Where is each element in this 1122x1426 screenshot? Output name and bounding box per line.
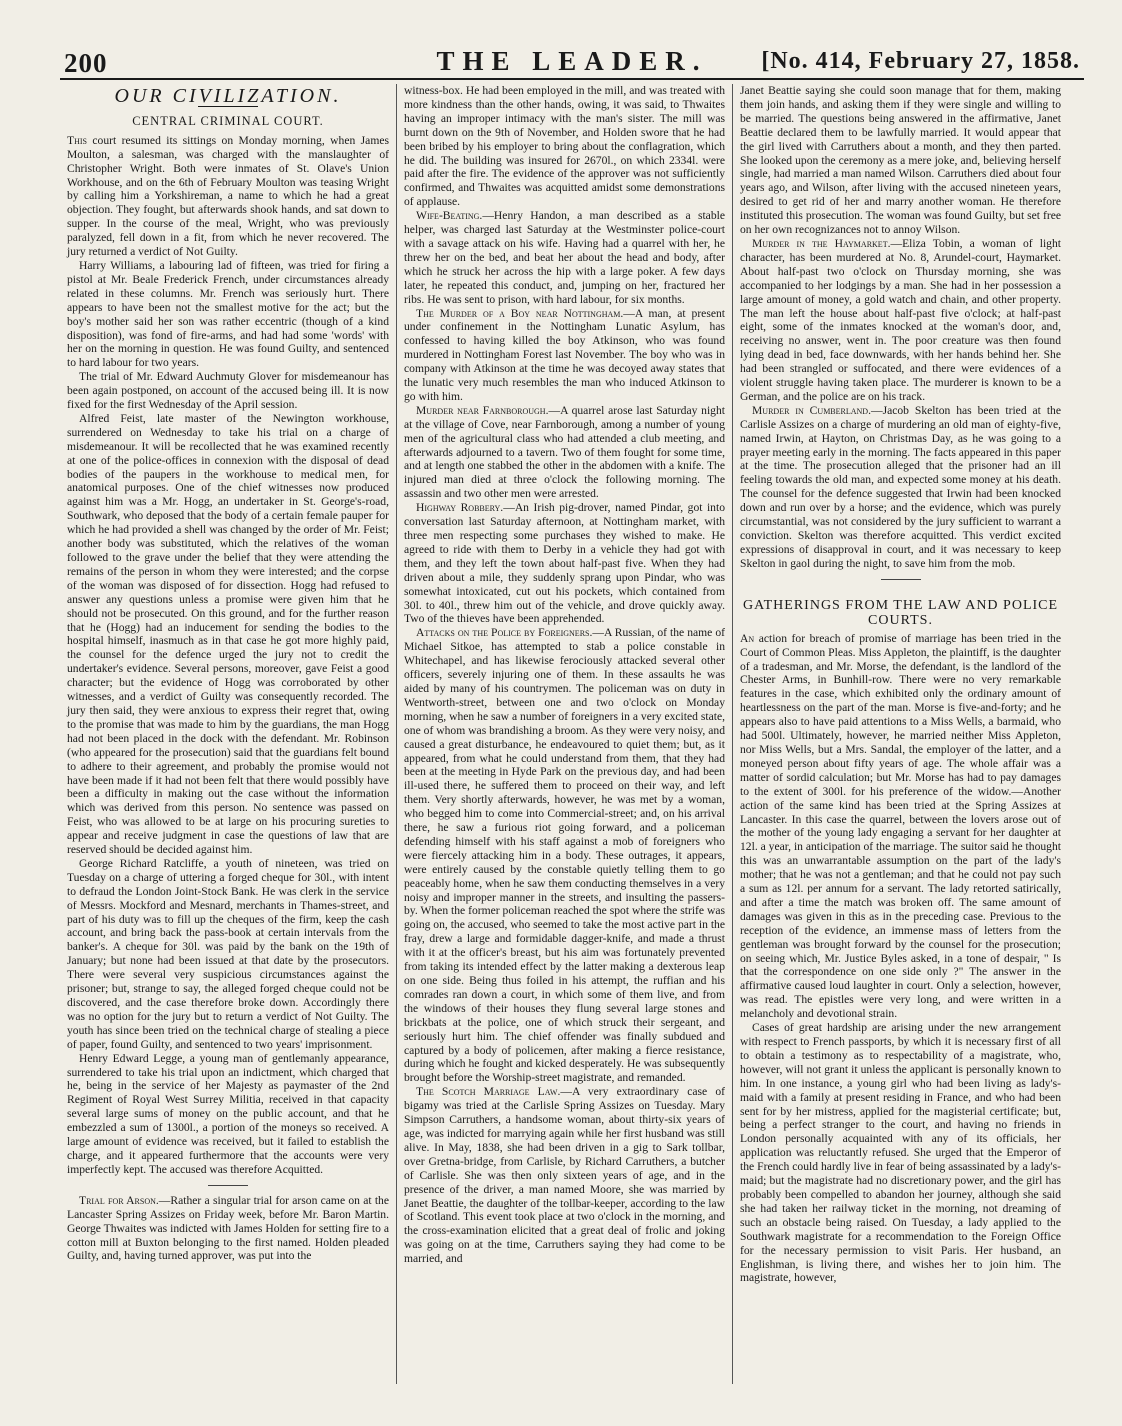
paragraph-text: —Henry Handon, a man described as a stable helper, was charged last Saturday at the Westminster police-court with a savage attack on his wife. Having had a quarrel with her, he threw her on the bed, and beat her about the head and body, after which he struck her across the hip with a large poker. A few days later, he repeated this conduct, and, jumping on her, fractured her ribs. He was sent to prison, with hard labour, for six months. xyxy=(404,209,725,306)
page-number: 200 xyxy=(64,48,108,78)
article-paragraph: The trial of Mr. Edward Auchmuty Glover for misdemeanour has been again postponed, on account of the accused being ill. It is now fixed for the first Wednesday of the April session. xyxy=(67,370,389,412)
article-paragraph xyxy=(67,1194,389,1264)
article-paragraph xyxy=(404,626,725,1085)
article-paragraph xyxy=(740,237,1061,404)
article-paragraph: George Richard Ratcliffe, a youth of nineteen, was tried on Tuesday on a charge of uttering a forged cheque for 30l., with intent to defraud the London Joint-Stock Bank. He was clerk in the service of Messrs. Mockford and Mesnard, merchants in Thames-street, and part of his duty was to fill up the cheques of the firm, keep the cash account, and bring back the pass-book at certain intervals from the banker's. A cheque for 30l. was paid by the bank on the 19th of January; but none had been issued at that date by the prosecutors. There were several very suspicious circumstances against the prisoner; but, strange to say, the alleged forged cheque could not be discovered, and the case therefore broke down. Accordingly there was no option for the jury but to return a verdict of Not Guilty. The youth has since been tried on the technical charge of stealing a piece of paper, found Guilty, and sentenced to two years' imprisonment. xyxy=(67,856,389,1051)
article-paragraph xyxy=(404,209,725,306)
columns xyxy=(60,84,1084,1384)
article-paragraph xyxy=(740,632,1061,1021)
column-2 xyxy=(396,84,732,1384)
gatherings-heading: GATHERINGS FROM THE LAW AND POLICE COURTS. xyxy=(742,597,1059,628)
newspaper-title: THE LEADER. xyxy=(436,46,708,76)
paragraph-text: —A man, at present under confinement in the Nottingham Lunatic Asylum, has confessed to having killed the boy Atkinson, who was found murdered in Nottingham Forest last November. The boy who was in company with Atkinson at the time he was decoyed away states that the lunatic very much resembles the man who induced Atkinson to go with him. xyxy=(404,306,725,403)
paragraph-text: —Jacob Skelton has been tried at the Carlisle Assizes on a charge of murdering an old man of eighty-five, named Irwin, at Hayton, on Christmas Day, as he was going to a prayer meeting early in the morning. The facts appeared in this paper at the time. The prosecution alleged that the prisoner had an ill feeling towards the old man, and expected some money at his death. The counsel for the defence suggested that Irwin had been knocked down and run over by a horse; and the evidence, which was purely circumstantial, was not considered by the jury sufficient to warrant a conviction. Skelton was therefore acquitted. This verdict excited expressions of disapproval in court, and it was necessary to keep Skelton in gaol during the night, to save him from the mob. xyxy=(740,403,1061,570)
article-paragraph: Harry Williams, a labouring lad of fifteen, was tried for firing a pistol at Mr. Beale Frederick French, under circumstances already related in these columns. Mr. French was seriously hurt. There appears to have been not the smallest motive for the act; but the boy's mother said her son was rather eccentric (though of a kind disposition), was fond of fire-arms, and had had some 'words' with her on the morning in question. He was found Guilty, and sentenced to hard labour for two years. xyxy=(67,258,389,370)
paragraph-text: —An Irish pig-drover, named Pindar, got into conversation last Saturday afternoon, at Nottingham market, with three men respecting some purchases they wished to make. He agreed to ride with them to Derby in a vehicle they had got with them, and they left the town about half-past five. When they had driven about a mile, they suddenly sprang upon Pindar, who was somewhat intoxicated, cut out his pockets, which contained from 30l. to 40l., threw him out of the vehicle, and drove quickly away. Two of the thieves have been apprehended. xyxy=(404,501,725,626)
paragraph-text: —A Russian, of the name of Michael Sitkoe, has attempted to stab a police constable in Whitechapel, and has likewise ferociously attacked several other officers, severely injuring one of them. In these assaults he was aided by many of his countrymen. The policeman was on duty in Wentworth-street, between one and two o'clock on Monday morning, when he saw a number of foreigners in a very excited state, one of whom was brandishing a broom. As they were very noisy, and caused a great disturbance, he endeavoured to quiet them; but, as it appeared, from what he could understand from them, that they had been at the meeting in Hyde Park on the previous day, and had been ill-used there, he suffered them to proceed on their way, and left them. Very shortly afterwards, however, he was met by a woman, who begged him to come into Commercial-street; and, on his arrival there, he saw a furious riot going forward, and a policeman defending himself with his staff against a mob of foreigners who were fiercely attacking him in a body. These outrages, it appears, were entirely caused by the constable quietly telling them to go peaceably home, when he saw them conducting themselves in a very noisy and improper manner in the streets, and insulting the passers-by. When the former policeman reached the spot where the strife was going on, the accused, who seemed to take the most active part in the fray, drew a large and formidable dagger-knife, and made a thrust with it at the officer's breast, but his aim was fortunately prevented from taking its intended effect by the latter making a dexterous leap on one side. Being thus foiled in his attempt, the ruffian and his comrades ran down a court, in which some of them live, and from the windows of their houses they flung several large stones and brickbats at the police, one of which struck their sergeant, and seriously hurt him. The chief offender was finally subdued and captured by a body of policemen, after making a fierce resistance, during which he fought and kicked desperately. He was subsequently brought before the Worship-street magistrate, and remanded. xyxy=(404,626,725,1085)
paragraph-text: action for breach of promise of marriage has been tried in the Court of Common Pleas. Miss Appleton, the plaintiff, is the daughter of a tradesman, and Mr. Morse, the defendant, is the landlord of the Chester Arms, in Bunhill-row. There were no very remarkable features in the case, which exhibited only the ordinary amount of heartlessness on the part of the man. Morse is five-and-forty; and he appears also to have paid attentions to a Miss Wells, a barmaid, who had 500l. Ultimately, however, he married neither Miss Appleton, nor Miss Wells, but a Mrs. Sandal, the employer of the latter, and a moneyed person about fifty years of age. The whole affair was a matter of sordid calculation; but Mr. Morse has had to pay damages to the extent of 300l. for his preference of the widow.—Another action of the same kind has been tried at the Spring Assizes at Lancaster. In this case the quarrel, between the lovers arose out of the mother of the young lady engaging a servant for her daughter at 12l. a year, in anticipation of the marriage. The suitor said he thought this was an unwarrantable assumption on the part of the lady's mother; that he was not a gentleman; and that he could not pay such a sum as 12l. per annum for a servant. The lady retorted satirically, and after a time the match was broken off. The same amount of damages was given in this as in the preceding case. Previous to the reception of the evidence, an immense mass of letters from the gentleman was brought forward by the counsel for the prosecution; on seeing which, Mr. Justice Byles asked, in a tone of despair, " Is that the correspondence on one side only ?" The answer in the affirmative caused loud laughter in court. Only a selection, however, was read. The epistles were very long, and were written in a melancholy and devotional strain. xyxy=(740,631,1061,1021)
column-3 xyxy=(732,84,1068,1384)
divider xyxy=(208,1185,248,1186)
court-heading: CENTRAL CRIMINAL COURT. xyxy=(132,113,324,128)
paragraph-heading: Attacks on the Police by Foreigners. xyxy=(416,626,593,640)
article-paragraph xyxy=(67,134,389,259)
paragraph-heading: Murder in Cumberland. xyxy=(752,403,871,417)
paragraph-text: court resumed its sittings on Monday morning, when James Moulton, a salesman, was charged with the manslaughter of Christopher Wright. Both were inmates of St. Olave's Union Workhouse, and on the 6th of February Moulton was teasing Wright by calling him a Yorkshireman, a name to which he had a great objection. They fought, but afterwards shook hands, and sat down to supper. In the course of the meal, Wright, who was previously paralyzed, fell down in a fit, from which he never recovered. The jury returned a verdict of Not Guilty. xyxy=(67,133,389,259)
paragraph-heading: Murder near Farnborough. xyxy=(416,403,549,417)
paragraph-heading: The Scotch Marriage Law. xyxy=(416,1085,561,1099)
article-paragraph xyxy=(404,307,725,404)
article-paragraph xyxy=(740,404,1061,571)
masthead xyxy=(60,44,1084,80)
paragraph-heading: Murder in the Haymarket. xyxy=(752,236,891,250)
article-paragraph: witness-box. He had been employed in the mill, and was treated with more kindness than the other hands, owing, it was said, to Thwaites having an improper intimacy with the man's sister. The mill was burnt down on the 9th of November, and Holden swore that he had been bribed by his employer to bring about the conflagration, which he did. The building was insured for 2670l., on which 2334l. were paid after the fire. The evidence of the approver was not sufficiently confirmed, and Thwaites was acquitted amidst some demonstrations of applause. xyxy=(404,84,725,209)
paragraph-text: —A very extraordinary case of bigamy was tried at the Carlisle Spring Assizes on Tuesday. Mary Simpson Carruthers, a handsome woman, about thirty-six years of age, was indicted for marrying again while her first husband was still alive. In May, 1838, she had been driven in a gig to Sark tollbar, over Gretna-bridge, from Carlisle, by Richard Carruthers, a butcher of Carlisle. She was then only sixteen years of age, and in the presence of the driver, a man named Moore, she was married by Janet Beattie, the daughter of the tollbar-keeper, according to the law of Scotland. This event took place at two o'clock in the morning, and the cross-examination elicited that a great deal of frolic and joking was going on at the time, Carruthers saying they had come to be married, and xyxy=(404,1085,725,1266)
article-paragraph: Alfred Feist, late master of the Newington workhouse, surrendered on Wednesday to take his trial on a charge of misdemeanour. It will be recollected that he was examined recently at one of the police-offices in connexion with the disposal of dead bodies of the paupers in the workhouse to medical men, for anatomical purposes. One of the chief witnesses now produced against him was a Mr. Hogg, an undertaker in St. George's-road, Southwark, who deposed that the body of a certain female pauper for which he had provided a shell was changed by the order of Mr. Feist; another body was substituted, which the relatives of the woman followed to the grave under the belief that they were attending the remains of the person in whom they were interested; and the corpse of the woman was disposed of for dissection. Hogg had refused to answer any questions unless a promise were given him that he should not be prosecuted. On this ground, and for the further reason that he (Hogg) had an inducement for sending the bodies to the hospital himself, inasmuch as in that case he got more highly paid, the counsel for the defence urged the jury not to credit the undertaker's evidence. Several persons, moreover, gave Feist a good character; but the evidence of Hogg was corroborated by other witnesses, and a verdict of Guilty was consequently recorded. The jury then said, they were anxious to express their regret that, owing to the promise that was made to him by the guardians, the man Hogg had not been placed in the dock with the defendant. Mr. Robinson (who appeared for the prosecution) said that the guardians felt bound to adhere to their agreement, and probably the promise would not have been made if it had not been felt that there would possibly have been a difficulty in making out the case without the information which was derived from this person. No sentence was passed on Feist, who was allowed to be at large on his procuring sureties to appear and receive judgment in case the questions of law that are reserved should be decided against him. xyxy=(67,411,389,857)
paragraph-text: —Rather a singular trial for arson came on at the Lancaster Spring Assizes on Friday week, before Mr. Baron Martin. George Thwaites was indicted with James Holden for setting fire to a cotton mill at Buxton belonging to the first named. Holden pleaded Guilty, and, having turned approver, was put into the xyxy=(67,1193,389,1263)
paragraph-heading: Highway Robbery. xyxy=(416,501,504,515)
article-paragraph: Janet Beattie saying she could soon manage that for them, making them join hands, and asking them if they were single and willing to be married. The questions being answered in the affirmative, Janet Beattie declared them to be lawfully married. It would appear that the girl lived with Carruthers about a month, and they then parted. She looked upon the ceremony as a mere joke, and, believing herself single, had married a man named Wilson. Carruthers died about four years ago, and Wilson, after living with the accused nineteen years, desired to get rid of her and marry another woman. He therefore instituted this prosecution. The woman was found Guilty, but set free on her own recognizances not to annoy Wilson. xyxy=(740,84,1061,237)
article-paragraph xyxy=(404,501,725,626)
article-paragraph: Cases of great hardship are arising under the new arrangement with respect to French passports, by which it is necessary first of all to obtain a testimony as to respectability of a magistrate, who, however, will not grant it unless the applicant is personally known to him. In one instance, a young girl who had been living as lady's-maid with a family at present residing in France, and who had been sent for by her mistress, applied for the magisterial certificate; but, being a perfect stranger to the court, and having no friends in London personally acquainted with any of its officials, her application was reluctantly refused. She urged that the Emperor of the French could hardly live in fear of being assassinated by a lady's-maid; but the magistrate had no discretionary power, and the girl has probably been compelled to abandon her journey, although she said she had taken her railway ticket in the morning, not dreaming of such an obstacle being raised. On Tuesday, a lady applied to the Southwark magistrate for a recommendation to the Foreign Office for the necessary permission to visit Paris. Her husband, an Englishman, is living there, and wishes her to join him. The magistrate, however, xyxy=(740,1021,1061,1285)
column-1 xyxy=(60,84,396,1384)
paragraph-text: —A quarrel arose last Saturday night at the village of Cove, near Farnborough, among a number of young men of the agricultural class who had attended a club meeting, and afterwards adjourned to a tavern. Two of them fought for some time, and at length one stabbed the other in the abdomen with a knife. The injured man died at three o'clock the following morning. The assassin and two other men were arrested. xyxy=(404,403,725,501)
issue-info: [No. 414, February 27, 1858. xyxy=(761,48,1080,74)
lead-word: This xyxy=(67,133,87,147)
article-paragraph xyxy=(404,1085,725,1266)
divider xyxy=(881,579,921,580)
section-title: OUR CIVILIZATION. xyxy=(114,85,342,107)
paragraph-heading: The Murder of a Boy near Nottingham. xyxy=(416,306,624,320)
lead-word: An xyxy=(740,631,755,645)
article-paragraph: Henry Edward Legge, a young man of gentlemanly appearance, surrendered to take his trial upon an indictment, which charged that he, being in the service of her Majesty as paymaster of the 2nd Regiment of Royal West Surrey Militia, received in that capacity several large sums of money on the public account, and that he embezzled a sum of 1300l., a portion of the moneys so received. A large amount of evidence was received, but it failed to establish the charge, and it appeared furthermore that the accounts were very imperfectly kept. The accused was therefore Acquitted. xyxy=(67,1051,389,1176)
paragraph-heading: Wife-Beating. xyxy=(416,209,483,223)
paragraph-text: —Eliza Tobin, a woman of light character, has been murdered at No. 8, Arundel-court, Haymarket. About half-past two o'clock on Thursday morning, she was accompanied to her lodgings by a man. She had in her possession a large amount of money, a gold watch and chain, and other property. The man left the house about half-past five o'clock; at half-past eight, some of the inmates knocked at the woman's door, and, receiving no answer, went in. The poor creature was then found lying dead in bed, face downwards, with her hands behind her. She had been strangled or suffocated, and there were evidences of a violent struggle having taken place. The murderer is known to be a German, and the police are on his track. xyxy=(740,236,1061,403)
paragraph-heading: Trial for Arson. xyxy=(79,1193,159,1207)
article-paragraph xyxy=(404,404,725,501)
